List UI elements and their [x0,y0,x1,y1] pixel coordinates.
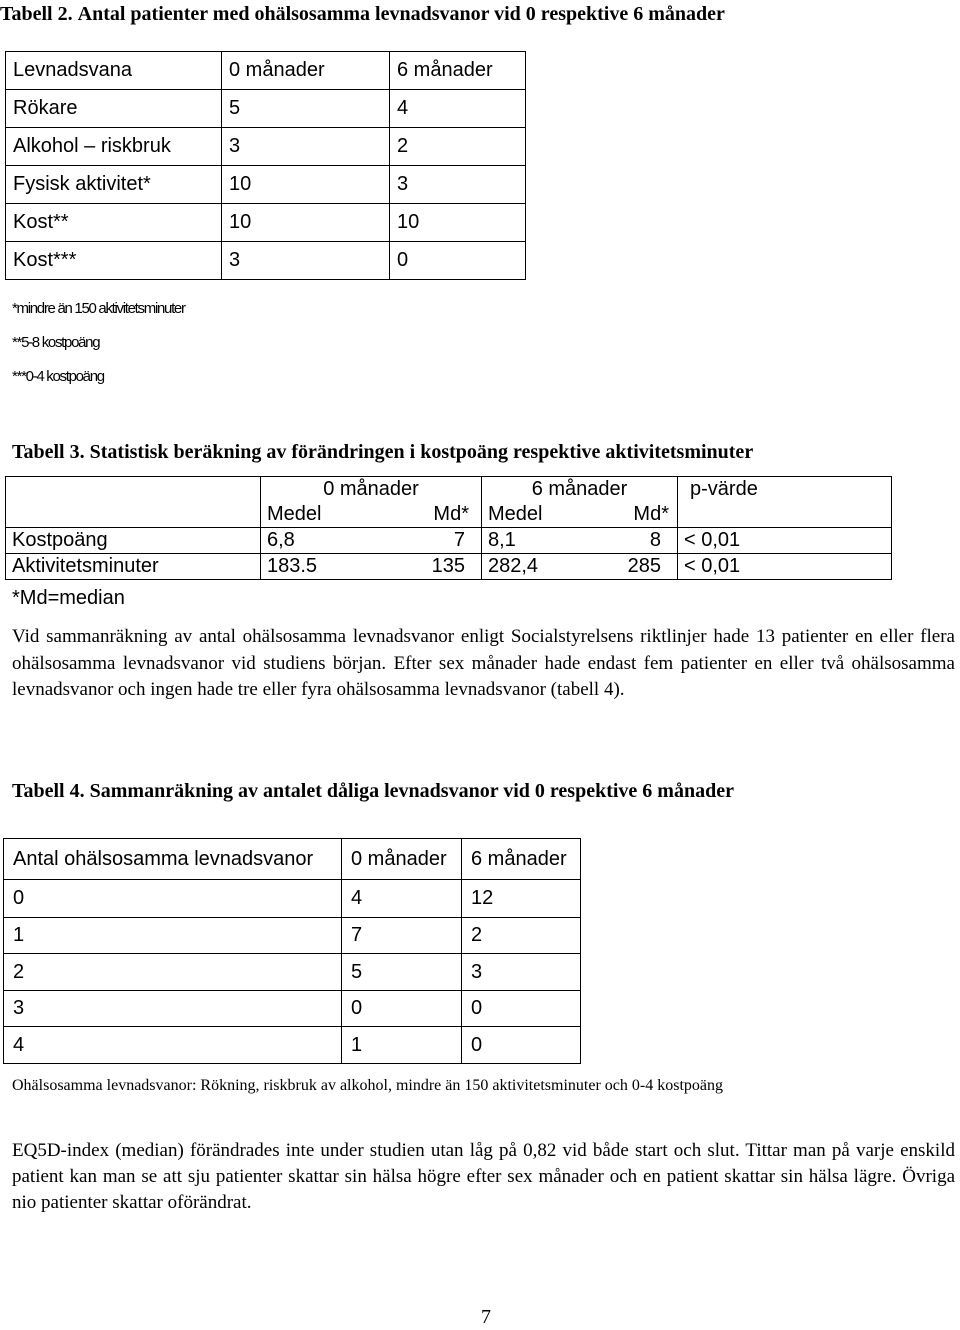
table3-sub-header: Medel [482,502,587,528]
table3-cell: 8,1 [482,528,587,554]
table2 [5,51,526,280]
table3-group-header: 6 månader [482,477,678,503]
page-number: 7 [481,1306,491,1328]
table4-cell: 3 [462,954,581,991]
table4-cell: 2 [4,954,342,991]
table-row [6,204,526,242]
table4-cell: 5 [342,954,462,991]
table-row [4,991,581,1027]
table3-cell: Aktivitetsminuter [6,554,261,580]
table4-cell: 2 [462,918,581,954]
table2-cell: 10 [390,204,526,242]
table4-cell: 0 [4,880,342,918]
table4-cell: 0 [342,991,462,1027]
table4-cell: 12 [462,880,581,918]
table3-cell: 7 [371,528,482,554]
table-row [6,128,526,166]
table4-cell: 1 [4,918,342,954]
table3-group-header: p-värde [678,477,892,503]
table2-cell: 2 [390,128,526,166]
table2-cell: Kost** [6,204,222,242]
table3-group-header: 0 månader [261,477,482,503]
table3-sub-header-row [6,502,892,528]
paragraph-2: EQ5D-index (median) förändrades inte under studien utan låg på 0,82 vid både start och slut. Tittar man på varje enskild patient kan man se att sju patienter skattar sin hälsa högre efter sex månader och en patient skattar sin hälsa lägre. Övriga nio patienter skattar oförändrat. [12,1140,955,1213]
table2-cell: Alkohol – riskbruk [6,128,222,166]
table3-cell: Kostpoäng [6,528,261,554]
table3 [5,476,892,580]
table3-sub-header: Md* [587,502,678,528]
paragraph-1: Vid sammanräkning av antal ohälsosamma levnadsvanor enligt Socialstyrelsens riktlinjer hade 13 patienter en eller flera ohälsosamma levnadsvanor vid studiens början. Efter sex månader hade endast fem patienter en eller två ohälsosamma levnadsvanor och ingen hade tre eller fyra ohälsosamma levnadsvanor (tabell 4). [12,626,955,700]
table4-caption-text: Sammanräkning av antalet dåliga levnadsvanor vid 0 respektive 6 månader [89,780,734,802]
table2-cell: 5 [222,90,390,128]
table2-cell: 10 [222,204,390,242]
table2-header-cell: 6 månader [390,52,526,90]
table4-cell: 0 [462,1027,581,1064]
table3-sub-header: Md* [371,502,482,528]
table2-caption-text: Antal patienter med ohälsosamma levnadsvanor vid 0 respektive 6 månader [77,3,725,25]
table-row [4,918,581,954]
table2-header-cell: Levnadsvana [6,52,222,90]
table4-cell: 7 [342,918,462,954]
table3-cell: 183.5 [261,554,371,580]
table4-cell: 4 [342,880,462,918]
table3-cell: 8 [587,528,678,554]
table4-cell: 1 [342,1027,462,1064]
table3-empty-cell [6,502,261,528]
table2-cell: 3 [222,128,390,166]
table3-sub-header: Medel [261,502,371,528]
table3-cell: 135 [371,554,482,580]
table3-caption-text: Statistisk beräkning av förändringen i kostpoäng respektive aktivitetsminuter [89,441,754,463]
table3-cell: 285 [587,554,678,580]
table2-cell: 0 [390,242,526,280]
table2-caption-label: Tabell 2. [0,3,73,25]
table2-cell: 4 [390,90,526,128]
table4-footnote: Ohälsosamma levnadsvanor: Rökning, riskbruk av alkohol, mindre än 150 aktivitetsminuter och 0-4 kostpoäng [12,1077,723,1094]
table3-cell: 6,8 [261,528,371,554]
table-row [4,1027,581,1064]
table-row [6,242,526,280]
table3-footnote: *Md=median [12,587,125,609]
table2-footnote-2: **5-8 kostpoäng [12,334,100,351]
table2-cell: Fysisk aktivitet* [6,166,222,204]
table4-caption-label: Tabell 4. [12,780,85,802]
table2-cell: 10 [222,166,390,204]
table3-group-header-row [6,477,892,503]
table4-header-cell: 0 månader [342,839,462,880]
table3-cell: < 0,01 [678,528,892,554]
table2-cell: 3 [390,166,526,204]
table2-cell: Rökare [6,90,222,128]
table4 [3,838,581,1064]
table4-header-cell: 6 månader [462,839,581,880]
table4-header-row [4,839,581,880]
table-row [4,954,581,991]
table3-empty-cell [678,502,892,528]
table-row [4,880,581,918]
table-row [6,90,526,128]
table2-header-cell: 0 månader [222,52,390,90]
table4-caption [12,779,734,803]
table2-footnote-3: ***0-4 kostpoäng [12,368,104,385]
table-row [6,166,526,204]
table2-footnote-1: *mindre än 150 aktivitetsminuter [12,300,185,317]
table3-empty-cell [6,477,261,503]
table3-cell: 282,4 [482,554,587,580]
table3-caption-label: Tabell 3. [12,441,85,463]
table-row [6,554,892,580]
table2-caption [0,2,725,26]
table4-cell: 3 [4,991,342,1027]
table2-cell: 3 [222,242,390,280]
table-row [6,528,892,554]
table2-header-row [6,52,526,90]
table4-header-cell: Antal ohälsosamma levnadsvanor [4,839,342,880]
table3-cell: < 0,01 [678,554,892,580]
table4-cell: 0 [462,991,581,1027]
table3-caption [12,440,753,464]
table2-cell: Kost*** [6,242,222,280]
table4-cell: 4 [4,1027,342,1064]
